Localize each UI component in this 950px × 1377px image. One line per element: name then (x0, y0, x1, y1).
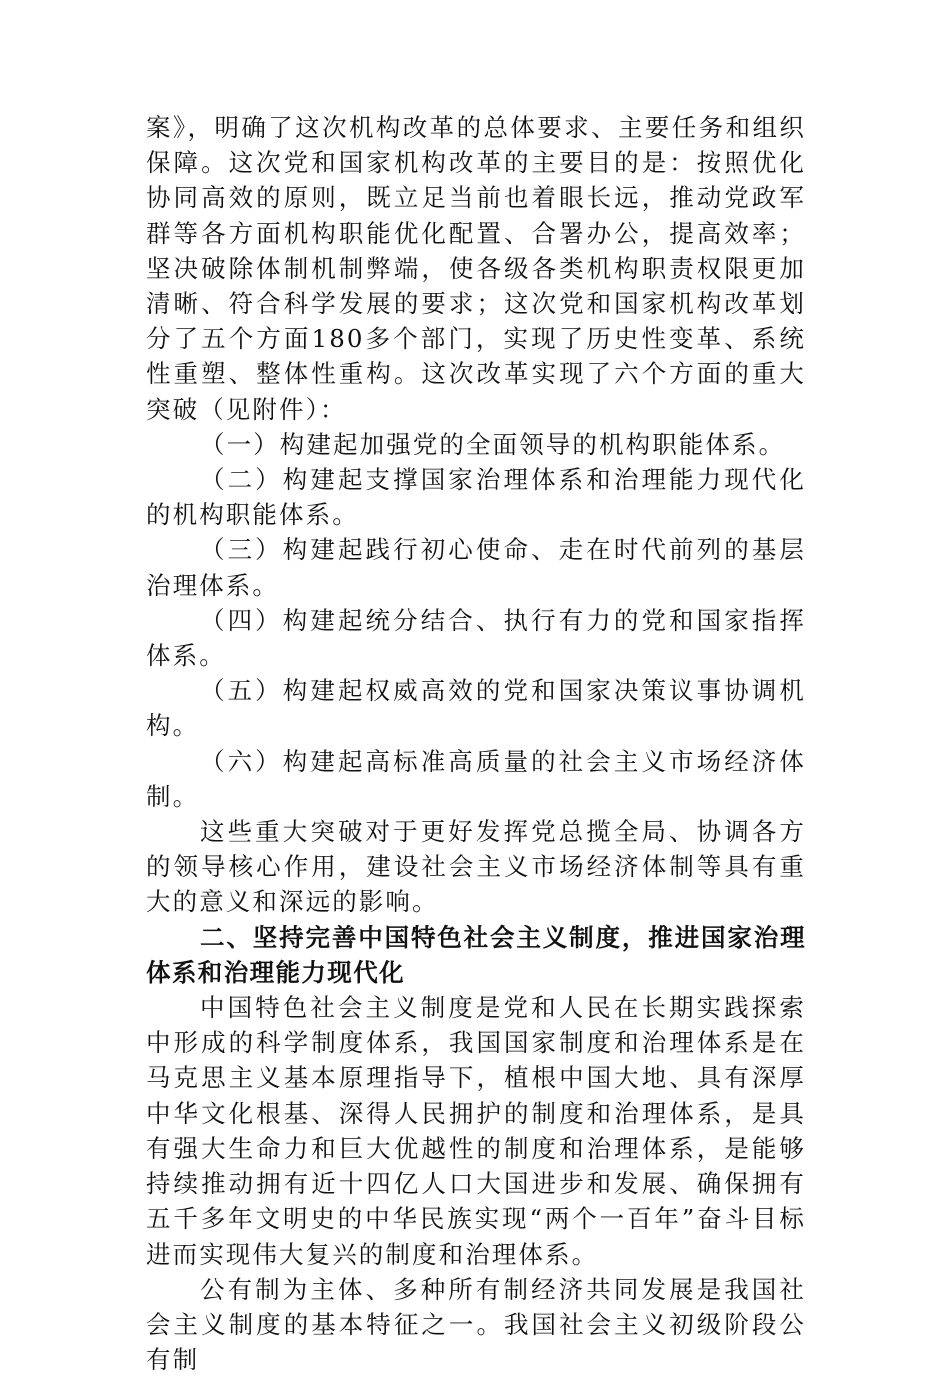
section-heading: 二、坚持完善中国特色社会主义制度，推进国家治理体系和治理能力现代化 (146, 922, 806, 987)
paragraph-public-ownership: 公有制为主体、多种所有制经济共同发展是我国社会主义制度的基本特征之一。我国社会主义初级阶段公有制 (146, 1274, 806, 1375)
list-item-breakthrough-5: （五）构建起权威高效的党和国家决策议事协调机构。 (146, 676, 806, 741)
list-item-breakthrough-6: （六）构建起高标准高质量的社会主义市场经济体制。 (146, 746, 806, 811)
document-page (146, 110, 806, 1377)
list-item-breakthrough-2: （二）构建起支撑国家治理体系和治理能力现代化的机构职能体系。 (146, 465, 806, 530)
paragraph-socialist-system: 中国特色社会主义制度是党和人民在长期实践探索中形成的科学制度体系，我国国家制度和治理体系是在马克思主义基本原理指导下，植根中国大地、具有深厚中华文化根基、深得人民拥护的制度和治理体系，是具有强大生命力和巨大优越性的制度和治理体系，是能够持续推动拥有近十四亿人口大国进步和发展、确保拥有五千多年文明史的中华民族实现“两个一百年”奋斗目标进而实现伟大复兴的制度和治理体系。 (146, 993, 806, 1269)
list-item-breakthrough-1: （一）构建起加强党的全面领导的机构职能体系。 (200, 429, 786, 459)
list-item-breakthrough-3: （三）构建起践行初心使命、走在时代前列的基层治理体系。 (146, 535, 806, 600)
list-item-breakthrough-4: （四）构建起统分结合、执行有力的党和国家指挥体系。 (146, 605, 806, 671)
paragraph-significance: 这些重大突破对于更好发挥党总揽全局、协调各方的领导核心作用，建设社会主义市场经济体制等具有重大的意义和深远的影响。 (146, 817, 806, 917)
paragraph-reform-summary: 案》，明确了这次机构改革的总体要求、主要任务和组织保障。这次党和国家机构改革的主要目的是：按照优化协同高效的原则，既立足当前也着眼长远，推动党政军群等各方面机构职能优化配置、合署办公，提高效率；坚决破除体制机制弊端，使各级各类机构职责权限更加清晰、符合科学发展的要求；这次党和国家机构改革划分了五个方面180多个部门，实现了历史性变革、系统性重塑、整体性重构。这次改革实现了六个方面的重大突破（见附件）： (146, 113, 806, 424)
